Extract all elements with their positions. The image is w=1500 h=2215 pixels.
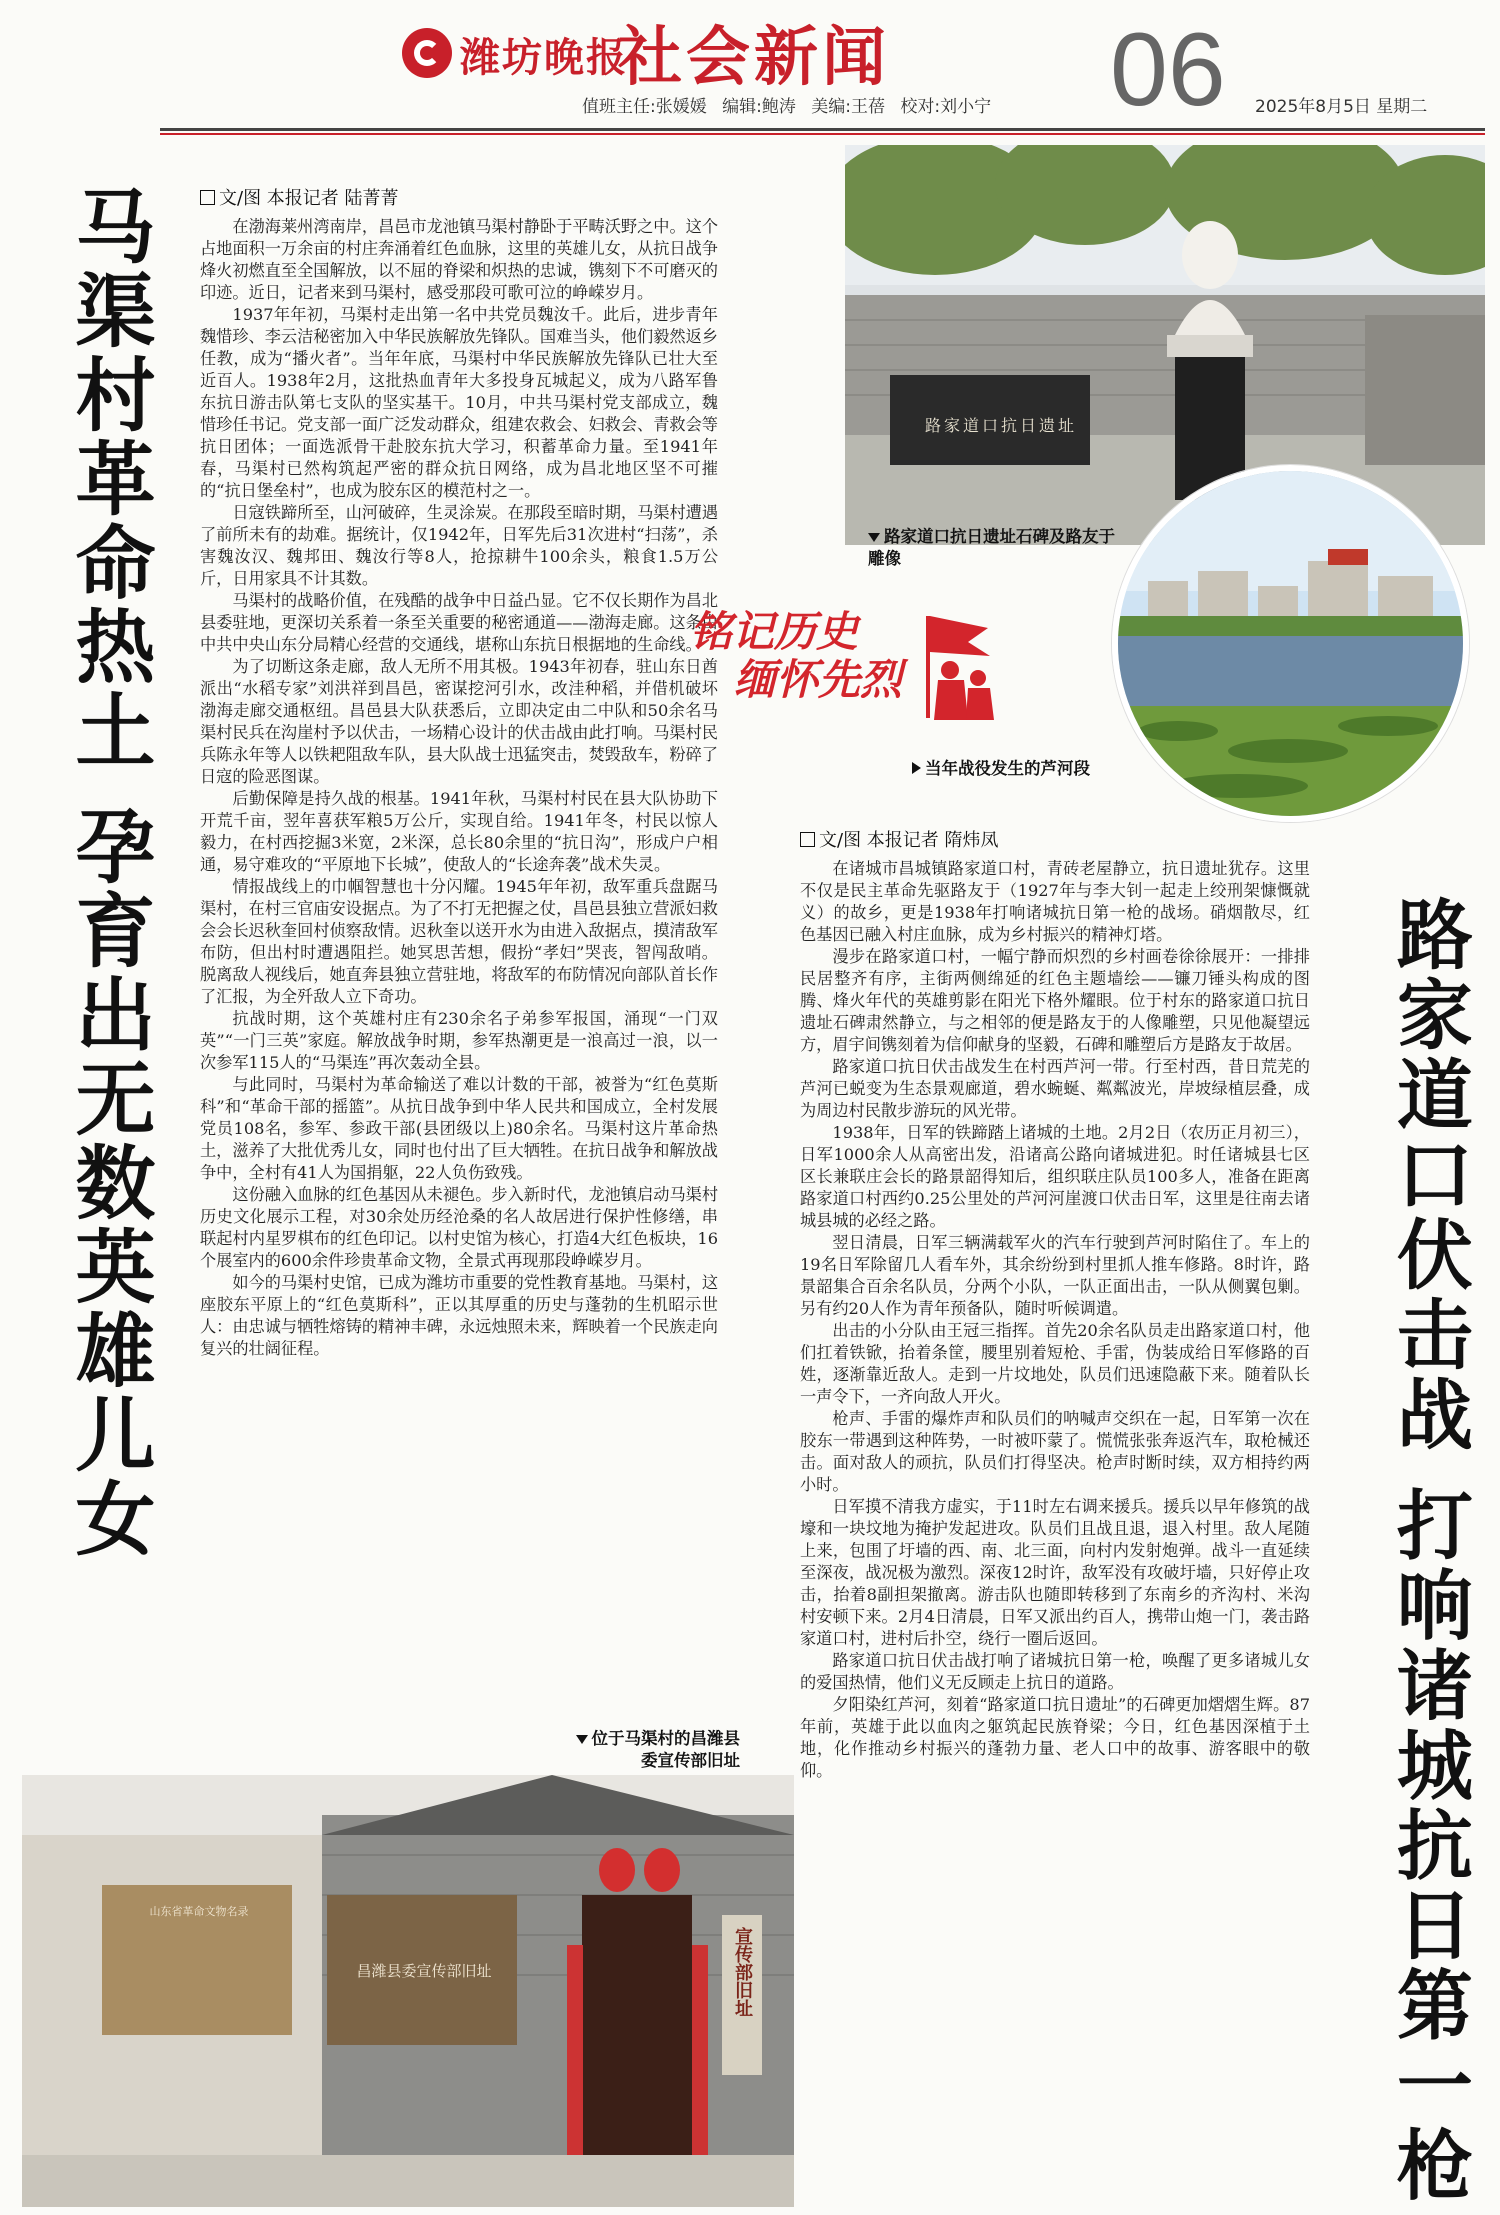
- paragraph: 枪声、手雷的爆炸声和队员们的呐喊声交织在一起，日军第一次在胶东一带遇到这种阵势，一时被吓蒙了。慌慌张张奔返汽车，取枪械还击。面对敌人的顽抗，队员们打得坚决。枪声时断时续，双方相持约两小时。: [800, 1409, 1310, 1494]
- paragraph: 日军摸不清我方虚实，于11时左右调来援兵。援兵以早年修筑的战壕和一块坟地为掩护发起进攻。队员们且战且退，退入村里。敌人尾随上来，包围了圩墙的西、南、北三面，向村内发射炮弹。战斗一直延续至深夜，战况极为激烈。深夜12时许，敌军没有攻破圩墙，只好停止攻击，抬着8副担架撤离。游击队也随即转移到了东南乡的齐沟村、米沟村安顿下来。2月4日清晨，日军又派出约百人，携带山炮一门，袭击路家道口村，进村后扑空，绕行一圈后返回。: [800, 1497, 1310, 1648]
- monument-stone-text: 路家道口抗日遗址: [925, 416, 1078, 435]
- gate-caption-text: 位于马渠村的昌潍县委宣传部旧址: [591, 1729, 740, 1770]
- article-b-title: 路家道口伏击战 打响诸城抗日第一枪: [1384, 895, 1474, 2206]
- paragraph: 翌日清晨，日军三辆满载军火的汽车行驶到芦河时陷住了。车上的19名日军除留几人看车外，其余纷纷到村里抓人推车修路。8时许，路景韶集合百余名队员，分两个小队，一队正面出击，一队从侧翼包剿。另有约20人作为青年预备队，随时听候调遣。: [800, 1233, 1310, 1318]
- paragraph: 1937年年初，马渠村走出第一名中共党员魏汝千。此后，进步青年魏惜珍、李云洁秘密加入中华民族解放先锋队。国难当头，他们毅然返乡任教，成为“播火者”。当年年底，马渠村中华民族解放先锋队已壮大至近百人。1938年2月，这批热血青年大多投身瓦城起义，成为八路军鲁东抗日游击队第七支队的坚实基干。10月，中共马渠村党支部成立，魏惜珍任书记。党支部一面广泛发动群众，组建农救会、妇救会、青救会等抗日团体；一面选派骨干赴胶东抗大学习，积蓄革命力量。至1941年春，马渠村已然构筑起严密的群众抗日网络，成为昌北地区坚不可摧的“抗日堡垒村”，也成为胶东区的模范村之一。: [200, 305, 718, 500]
- paragraph: 马渠村的战略价值，在残酷的战争中日益凸显。它不仅长期作为昌北县委驻地，更深切关系着一条至关重要的秘密通道——渤海走廊。这条由中共中央山东分局精心经营的交通线，堪称山东抗日根据地的生命线。: [200, 591, 719, 654]
- paragraph: 漫步在路家道口村，一幅宁静而炽烈的乡村画卷徐徐展开：一排排民居整齐有序，主街两侧绵延的红色主题墙绘——镰刀锤头构成的图腾、烽火年代的英雄剪影在阳光下格外耀眼。位于村东的路家道口抗日遗址石碑肃然静立，与之相邻的便是路友于的人像雕塑，只见他凝望远方，眉宇间镌刻着为信仰献身的坚毅，石碑和雕塑后方是路友于故居。: [800, 947, 1310, 1054]
- paragraph: 后勤保障是持久战的根基。1941年秋，马渠村村民在县大队协助下开荒千亩，翌年喜获军粮5万公斤，实现自给。1941年冬，村民以惊人毅力，在村西挖掘3米宽，2米深，总长80余里的“抗日沟”，形成户户相通，易守难攻的“平原地下长城”，使敌人的“长途奔袭”战术失灵。: [200, 789, 718, 874]
- masthead: [0, 0, 1500, 130]
- date-line: 2025年8月5日 星期二: [1255, 97, 1428, 117]
- caption-arrow-icon: [576, 1735, 588, 1744]
- article-a-body: [200, 216, 718, 1360]
- river-caption-text: 当年战役发生的芦河段: [925, 759, 1090, 778]
- logo-icon: [402, 28, 452, 78]
- article-b-body: [800, 858, 1310, 1782]
- emblem-line-2: 缅怀先烈: [734, 655, 903, 704]
- monument-photo: [845, 145, 1485, 545]
- paragraph: 1938年，日军的铁蹄踏上诸城的土地。2月2日（农历正月初三），日军1000余人从高密出发，沿诸高公路向诸城进犯。时任诸城县七区区长兼联庄会长的路景韶得知后，组织联庄队员100多人，准备在距离路家道口村西约0.25公里处的芦河河崖渡口伏击日军，这里是往南去诸城县城的必经之路。: [800, 1123, 1310, 1230]
- banner-text: 宣传部旧址: [732, 1927, 753, 2017]
- editors-line: 值班主任:张媛媛 编辑:鲍涛 美编:王蓓 校对:刘小宁: [582, 97, 992, 117]
- paragraph: 夕阳染红芦河，刻着“路家道口抗日遗址”的石碑更加熠熠生辉。87年前，英雄于此以血肉之躯筑起民族脊梁；今日，红色基因深植于土地，化作推动乡村振兴的蓬勃力量、老人口中的故事、游客眼中的敬仰。: [800, 1695, 1310, 1780]
- memorial-emblem: [690, 608, 1000, 740]
- byline-box-icon: [800, 832, 815, 847]
- page-number: 06: [1110, 12, 1226, 128]
- gate-plaque-text: 昌潍县委宣传部旧址: [356, 1962, 492, 1980]
- paragraph: 情报战线上的巾帼智慧也十分闪耀。1945年年初，敌军重兵盘踞马渠村，在村三官庙安设据点。为了不打无把握之仗，昌邑县独立营派妇救会会长迟秋奎回村侦察敌情。迟秋奎以送开水为由进入敌据点，摸清敌军布防，但出村时遭遇阻拦。她冥思苦想，假扮“孝妇”哭丧，智闯敌哨。脱离敌人视线后，她直奔县独立营驻地，将敌军的布防情况向部队首长作了汇报，为全歼敌人立下奇功。: [200, 877, 718, 1006]
- monument-caption-text: 路家道口抗日遗址石碑及路友于雕像: [868, 527, 1115, 568]
- paragraph: 路家道口抗日伏击战发生在村西芦河一带。行至村西，昔日荒芜的芦河已蜕变为生态景观廊道，碧水蜿蜒、粼粼波光，岸坡绿植层叠，成为周边村民散步游玩的风光带。: [800, 1057, 1310, 1120]
- paragraph: 与此同时，马渠村为革命输送了难以计数的干部，被誉为“红色莫斯科”和“革命干部的摇篮”。从抗日战争到中华人民共和国成立，全村发展党员108名，参军、参政干部(县团级以上)80余名。马渠村这片革命热土，滋养了大批优秀儿女，同时也付出了巨大牺牲。在抗日战争和解放战争中，全村有41人为国捐躯，22人负伤致残。: [200, 1075, 718, 1182]
- header-rule: [160, 128, 1485, 131]
- paragraph: 出击的小分队由王冠三指挥。首先20余名队员走出路家道口村，他们扛着铁锨，抬着条筐，腰里别着短枪、手雷，伪装成给日军修路的百姓，逐渐靠近敌人。走到一片坟地处，队员们迅速隐蔽下来。随着队长一声令下，一齐向敌人开火。: [800, 1321, 1310, 1406]
- paper-name: 潍坊晚报: [460, 35, 628, 81]
- emblem-line-1: 铭记历史: [690, 607, 859, 656]
- article-b-byline-text: 文/图 本报记者 隋炜凤: [819, 830, 999, 851]
- caption-arrow-icon: [912, 762, 921, 774]
- paragraph: 抗战时期，这个英雄村庄有230余名子弟参军报国，涌现“一门双英”“一门三英”家庭。解放战争时期，参军热潮更是一浪高过一浪，以一次参军115人的“马渠连”再次轰动全县。: [200, 1009, 718, 1072]
- section-name: 社会新闻: [618, 20, 890, 95]
- caption-arrow-icon: [868, 533, 880, 542]
- soldier-flag-icon: [908, 608, 1000, 728]
- article-a-title: 马渠村革命热土 孕育出无数英雄儿女: [62, 185, 155, 1561]
- paragraph: 在诸城市昌城镇路家道口村，青砖老屋静立，抗日遗址犹存。这里不仅是民主革命先驱路友于（1927年与李大钊一起走上绞刑架慷慨就义）的故乡，更是1938年打响诸城抗日第一枪的战场。硝烟散尽，红色基因已融入村庄血脉，成为乡村振兴的精神灯塔。: [800, 859, 1310, 944]
- paragraph: 在渤海莱州湾南岸，昌邑市龙池镇马渠村静卧于平畴沃野之中。这个占地面积一万余亩的村庄奔涌着红色血脉，这里的英雄儿女，从抗日战争烽火初燃直至全国解放，以不屈的脊梁和炽热的忠诚，镌刻下不可磨灭的印迹。近日，记者来到马渠村，感受那段可歌可泣的峥嵘岁月。: [200, 217, 719, 302]
- article-b-byline: [800, 826, 999, 852]
- paragraph: 路家道口抗日伏击战打响了诸城抗日第一枪，唤醒了更多诸城儿女的爱国热情，他们义无反顾走上抗日的道路。: [800, 1651, 1310, 1692]
- side-plaque-text: 山东省革命文物名录: [149, 1905, 249, 1918]
- gate-photo: [22, 1775, 794, 2207]
- header-rule-accent: [160, 133, 1485, 135]
- byline-box-icon: [200, 190, 215, 205]
- river-photo: [1112, 465, 1469, 822]
- gate-caption: [560, 1728, 740, 1772]
- paragraph: 如今的马渠村史馆，已成为潍坊市重要的党性教育基地。马渠村，这座胶东平原上的“红色莫斯科”，正以其厚重的历史与蓬勃的生机昭示世人：由忠诚与牺牲熔铸的精神丰碑，永远烛照未来，辉映着一个民族走向复兴的壮阔征程。: [200, 1273, 719, 1358]
- paragraph: 为了切断这条走廊，敌人无所不用其极。1943年初春，驻山东日酋派出“水稻专家”刘洪祥到昌邑，密谋挖河引水，改洼种稻，并借机破坏渤海走廊交通枢纽。昌邑县大队获悉后，立即决定由二中队和50余名马渠村民兵在沟崖村予以伏击，一场精心设计的伏击战由此打响。马渠村民兵陈永年等人以铁耙阻敌车队，县大队战士迅猛突击，焚毁敌车，粉碎了日寇的险恶图谋。: [200, 657, 718, 786]
- river-caption: [912, 758, 1090, 780]
- article-a-byline-text: 文/图 本报记者 陆菁菁: [219, 188, 399, 209]
- monument-caption: [868, 526, 1128, 570]
- paragraph: 日寇铁蹄所至，山河破碎，生灵涂炭。在那段至暗时期，马渠村遭遇了前所未有的劫难。据统计，仅1942年，日军先后31次进村“扫荡”，杀害魏汝汉、魏邦田、魏汝行等8人，抢掠耕牛100余头，粮食1.5万公斤，日用家具不计其数。: [200, 503, 719, 588]
- paragraph: 这份融入血脉的红色基因从未褪色。步入新时代，龙池镇启动马渠村历史文化展示工程，对30余处历经沧桑的名人故居进行保护性修缮，串联起村内星罗棋布的红色印记。以村史馆为核心，打造4大红色板块，16个展室内的600余件珍贵革命文物，全景式再现那段峥嵘岁月。: [200, 1185, 719, 1270]
- article-a-byline: [200, 184, 399, 210]
